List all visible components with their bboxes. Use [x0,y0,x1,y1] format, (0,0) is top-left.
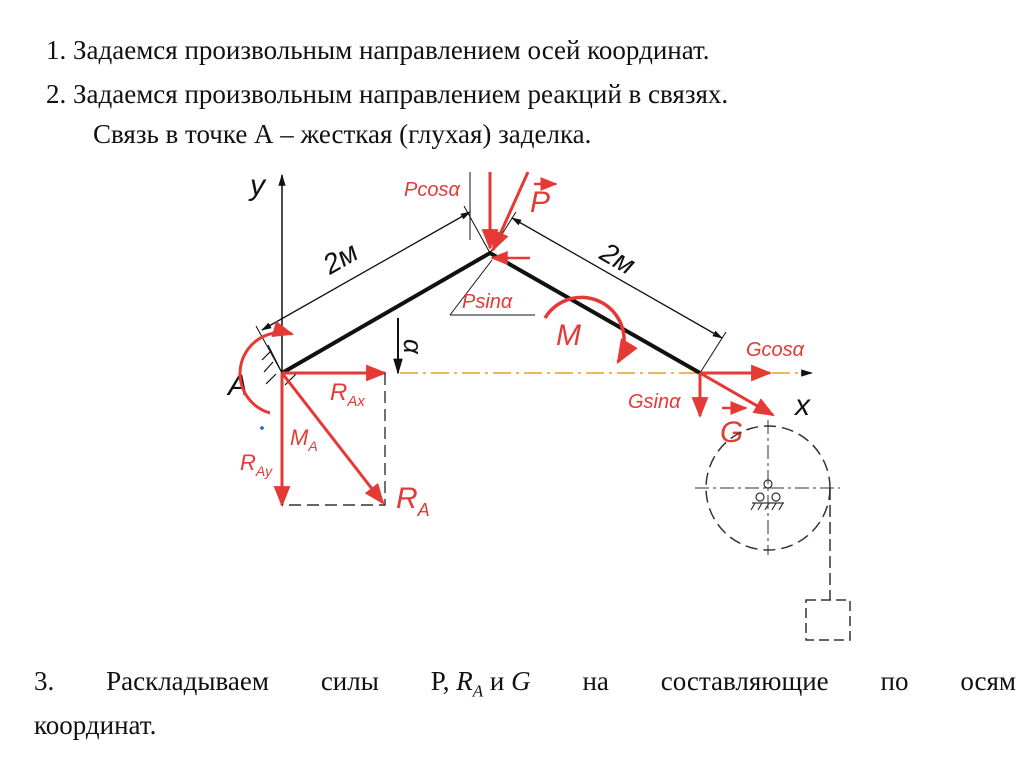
dim-label-right: 2м [595,236,641,281]
p-vector-label: P [530,186,551,219]
word-g: G [511,666,531,696]
word-2: Раскладываем [106,666,269,696]
word-10: по [880,666,909,696]
word-p: P, [430,666,450,696]
p-vector-arrow [493,172,528,250]
load-block [806,600,850,640]
dim-label-left: 2м [317,235,364,281]
p-cos-label: Pcosα [404,179,460,201]
point-a-label: A [228,369,249,402]
word-and: и [489,666,505,696]
dim-extension-right-2 [700,332,726,373]
g-cos-label: Gcosα [746,339,805,361]
r-ax-label: $R_{Ax}$ [330,379,365,410]
intro-line-2: 2. Задаемся произвольным направлением реакций в связях. [46,79,729,109]
alpha-label: α [398,339,428,354]
fixed-support-hatch [262,345,297,385]
step-3-line-2: координат. [34,710,157,741]
word-11: осям [960,666,1016,696]
g-sin-label: Gsinα [628,391,681,413]
word-8: на [582,666,609,696]
r-a-label: $R_A$ [396,482,430,520]
word-force-group [431,664,531,708]
dim-line-right [512,218,722,338]
x-axis-label: x [795,389,810,422]
intro-line-3: Связь в точке А – жесткая (глухая) заделка. [93,119,592,149]
g-vector-label: G [720,416,744,449]
y-axis-label: y [250,169,265,202]
moment-a-label: $M_A$ [290,425,318,454]
intro-line-1: 1. Задаемся произвольным направлением осей координат. [46,35,710,65]
step-3-line-1 [34,664,1016,708]
step-3-text [34,664,1016,742]
word-1: 3. [34,666,55,696]
r-ay-label: $R_{Ay}$ [240,450,273,479]
moment-label: M [556,319,581,352]
word-3: силы [320,666,379,696]
dim-line-left [262,212,470,330]
small-dot [260,426,264,430]
word-9: составляющие [660,666,829,696]
p-sin-label: Psinα [462,291,513,313]
word-ra: $R_A$ [456,666,484,701]
